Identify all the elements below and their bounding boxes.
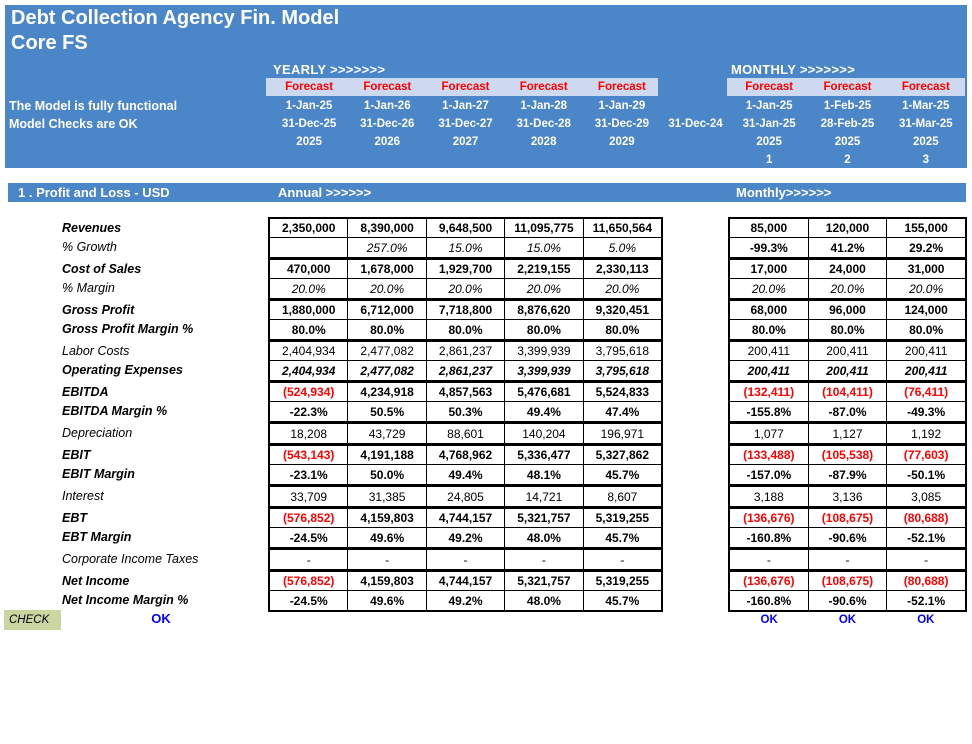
table-row — [730, 342, 965, 361]
table-row — [730, 550, 965, 569]
row-label: % Growth — [62, 240, 117, 254]
monthly-start-date: 1-Jan-25 — [745, 100, 793, 112]
annual-cell[interactable]: 47.4% — [605, 404, 640, 419]
table-row — [270, 320, 661, 339]
yearly-forecast-label: Forecast — [441, 81, 490, 93]
row-label: Cost of Sales — [62, 262, 142, 276]
annual-cell[interactable]: 5,336,477 — [505, 446, 583, 464]
monthly-cell[interactable]: -155.8% — [730, 402, 809, 421]
monthly-value-group — [728, 258, 967, 300]
yearly-forecast-label: Forecast — [519, 81, 568, 93]
model-status-line2: Model Checks are OK — [9, 117, 138, 131]
annual-cell[interactable]: 5,524,833 — [595, 385, 650, 399]
annual-value-group — [268, 507, 663, 549]
table-row — [730, 591, 965, 610]
annual-value-group — [268, 381, 663, 423]
monthly-value-group — [728, 422, 967, 445]
annual-cell[interactable]: 3,399,939 — [505, 342, 583, 360]
annual-cell[interactable]: 80.0% — [348, 320, 426, 339]
monthly-year: 2025 — [756, 136, 782, 148]
annual-cell[interactable]: 2,861,237 — [427, 361, 505, 380]
annual-cell[interactable]: (576,852) — [270, 509, 348, 527]
table-row — [730, 361, 965, 380]
annual-cell[interactable]: 2,861,237 — [427, 342, 505, 360]
monthly-value-group — [728, 299, 967, 341]
annual-cell[interactable]: 470,000 — [270, 260, 348, 278]
annual-section-label: Annual >>>>>> — [278, 185, 372, 200]
yearly-series-label: YEARLY >>>>>>> — [273, 62, 386, 77]
annual-cell[interactable]: 11,650,564 — [592, 221, 653, 235]
monthly-cell[interactable]: (108,675) — [809, 572, 888, 590]
annual-cell[interactable]: 20.0% — [605, 281, 640, 296]
table-row — [730, 383, 965, 402]
annual-cell[interactable]: 50.5% — [348, 402, 426, 421]
monthly-value-group — [728, 381, 967, 423]
divider-end-date: 31-Dec-24 — [668, 118, 723, 130]
annual-cell[interactable]: 4,159,803 — [348, 572, 426, 590]
annual-cell[interactable]: 4,857,563 — [427, 383, 505, 401]
annual-cell[interactable]: - — [505, 550, 583, 569]
annual-cell[interactable]: 48.1% — [505, 465, 583, 484]
row-label: Net Income Margin % — [62, 593, 189, 607]
annual-cell[interactable]: 2,404,934 — [270, 361, 348, 380]
monthly-forecast-label: Forecast — [901, 81, 950, 93]
table-row — [270, 550, 661, 569]
monthly-cell[interactable]: -160.8% — [730, 591, 809, 610]
monthly-value-group — [728, 444, 967, 486]
monthly-forecast-label: Forecast — [823, 81, 872, 93]
annual-cell[interactable]: 49.2% — [427, 591, 505, 610]
table-row — [730, 509, 965, 528]
annual-value-group — [268, 299, 663, 341]
yearly-start-date: 1-Jan-26 — [363, 100, 411, 112]
annual-value-group — [268, 485, 663, 508]
table-row — [270, 528, 661, 547]
annual-cell[interactable]: 1,880,000 — [270, 301, 348, 319]
annual-value-group — [268, 340, 663, 382]
monthly-start-date: 1-Mar-25 — [902, 100, 950, 112]
row-label: Depreciation — [62, 426, 133, 440]
annual-cell[interactable]: 18,208 — [270, 424, 348, 443]
yearly-start-date: 1-Jan-29 — [598, 100, 646, 112]
annual-cell[interactable]: 49.6% — [348, 528, 426, 547]
monthly-cell[interactable]: -50.1% — [907, 467, 946, 482]
table-row — [730, 487, 965, 506]
table-row — [270, 361, 661, 380]
monthly-cell[interactable]: -99.3% — [730, 238, 809, 257]
annual-cell[interactable]: 3,399,939 — [505, 361, 583, 380]
monthly-cell[interactable]: (136,676) — [730, 509, 809, 527]
annual-cell[interactable]: 50.3% — [427, 402, 505, 421]
table-row — [270, 487, 661, 506]
table-row — [270, 402, 661, 421]
row-label: % Margin — [62, 281, 115, 295]
annual-cell[interactable]: 8,607 — [607, 489, 638, 504]
monthly-year: 2025 — [834, 136, 861, 148]
yearly-forecast-label: Forecast — [597, 81, 646, 93]
monthly-cell[interactable]: 80.0% — [909, 322, 944, 337]
monthly-cell[interactable]: 96,000 — [809, 301, 888, 319]
monthly-cell[interactable]: - — [924, 552, 929, 567]
table-row — [730, 301, 965, 320]
monthly-cell[interactable]: -87.9% — [809, 465, 888, 484]
monthly-cell[interactable]: -160.8% — [730, 528, 809, 547]
monthly-cell[interactable]: -49.3% — [907, 404, 946, 419]
annual-value-group — [268, 217, 663, 259]
annual-cell[interactable]: 2,330,113 — [595, 262, 649, 276]
annual-cell[interactable]: 33,709 — [270, 487, 348, 506]
monthly-cell[interactable]: 20.0% — [730, 279, 809, 298]
monthly-end-date: 31-Mar-25 — [898, 118, 953, 130]
annual-cell[interactable]: - — [270, 550, 348, 569]
yearly-forecast-label: Forecast — [363, 81, 412, 93]
yearly-end-date: 31-Dec-25 — [281, 118, 337, 130]
table-row — [270, 446, 661, 465]
monthly-cell[interactable]: (77,603) — [903, 448, 949, 462]
monthly-cell[interactable]: 1,077 — [730, 424, 809, 443]
annual-cell[interactable]: 5,319,255 — [595, 574, 650, 588]
table-row — [730, 402, 965, 421]
monthly-value-group — [728, 507, 967, 549]
annual-cell[interactable]: 8,390,000 — [348, 219, 426, 237]
annual-cell[interactable]: 15.0% — [427, 238, 505, 257]
monthly-cell[interactable]: 3,085 — [911, 489, 942, 504]
monthly-year: 2025 — [913, 136, 939, 148]
monthly-cell[interactable]: (104,411) — [809, 383, 888, 401]
monthly-cell[interactable]: (105,538) — [809, 446, 888, 464]
monthly-cell[interactable]: 200,411 — [730, 361, 809, 380]
annual-cell[interactable]: 88,601 — [427, 424, 505, 443]
annual-cell[interactable]: 140,204 — [505, 424, 583, 443]
yearly-end-date: 31-Dec-29 — [594, 118, 650, 130]
monthly-cell[interactable]: 31,000 — [907, 262, 945, 276]
monthly-section-label: Monthly>>>>>> — [736, 185, 832, 200]
monthly-cell[interactable]: -87.0% — [809, 402, 888, 421]
monthly-value-group — [728, 485, 967, 508]
yearly-start-date: 1-Jan-28 — [520, 100, 568, 112]
annual-cell[interactable]: 2,477,082 — [348, 361, 426, 380]
check-status-annual: OK — [151, 611, 171, 626]
annual-cell[interactable]: (524,934) — [270, 383, 348, 401]
monthly-cell[interactable]: 3,136 — [809, 487, 888, 506]
monthly-cell[interactable]: 20.0% — [809, 279, 888, 298]
yearly-year: 2027 — [452, 136, 479, 148]
monthly-cell[interactable]: 17,000 — [730, 260, 809, 278]
annual-cell[interactable]: 5,327,862 — [595, 448, 650, 462]
annual-cell[interactable]: -22.3% — [270, 402, 348, 421]
monthly-cell[interactable]: 68,000 — [730, 301, 809, 319]
annual-cell[interactable]: 80.0% — [427, 320, 505, 339]
annual-cell[interactable]: 31,385 — [348, 487, 426, 506]
row-label: Labor Costs — [62, 344, 130, 358]
row-label: EBIT Margin — [62, 467, 135, 481]
table-row — [270, 301, 661, 320]
annual-cell[interactable]: 43,729 — [348, 424, 426, 443]
yearly-end-date: 31-Dec-26 — [360, 118, 415, 130]
monthly-series-label: MONTHLY >>>>>>> — [731, 62, 856, 77]
table-row — [270, 572, 661, 591]
monthly-cell[interactable]: - — [809, 550, 888, 569]
annual-cell[interactable]: 1,678,000 — [348, 260, 426, 278]
annual-cell[interactable]: 5.0% — [608, 240, 636, 255]
monthly-cell[interactable]: (133,488) — [730, 446, 809, 464]
monthly-cell[interactable]: (80,688) — [903, 574, 949, 588]
table-row — [730, 279, 965, 298]
monthly-cell[interactable]: 155,000 — [904, 221, 948, 235]
annual-cell[interactable]: - — [427, 550, 505, 569]
monthly-forecast-label: Forecast — [745, 81, 794, 93]
model-title: Debt Collection Agency Fin. Model — [11, 7, 340, 29]
table-row — [270, 260, 661, 279]
annual-cell[interactable]: (576,852) — [270, 572, 348, 590]
monthly-cell[interactable]: -157.0% — [730, 465, 809, 484]
table-row — [270, 509, 661, 528]
monthly-value-group — [728, 217, 967, 259]
table-row — [730, 572, 965, 591]
annual-cell[interactable]: 49.2% — [427, 528, 505, 547]
table-row — [730, 238, 965, 257]
annual-value-group — [268, 258, 663, 300]
row-label: Interest — [62, 489, 104, 503]
annual-value-group — [268, 422, 663, 445]
annual-cell[interactable]: 14,721 — [505, 487, 583, 506]
monthly-cell[interactable]: 1,192 — [911, 426, 942, 441]
table-row — [730, 219, 965, 238]
annual-cell[interactable]: 4,768,962 — [427, 446, 505, 464]
table-row — [270, 279, 661, 298]
monthly-cell[interactable]: (80,688) — [903, 511, 949, 525]
check-label: CHECK — [9, 614, 50, 626]
monthly-cell[interactable]: 200,411 — [904, 363, 948, 378]
monthly-cell[interactable]: (76,411) — [904, 385, 949, 399]
annual-cell[interactable]: 2,477,082 — [348, 342, 426, 360]
annual-cell[interactable]: 9,320,451 — [595, 303, 650, 317]
row-label: Operating Expenses — [62, 363, 183, 377]
annual-cell[interactable]: 8,876,620 — [505, 301, 583, 319]
table-row — [730, 424, 965, 443]
yearly-year: 2028 — [530, 136, 557, 148]
monthly-cell[interactable]: 29.2% — [909, 240, 944, 255]
annual-cell[interactable]: 49.4% — [427, 465, 505, 484]
monthly-cell[interactable]: - — [730, 550, 809, 569]
monthly-end-date: 28-Feb-25 — [820, 118, 875, 130]
table-row — [730, 528, 965, 547]
row-label: EBITDA — [62, 385, 109, 399]
monthly-start-date: 1-Feb-25 — [823, 100, 872, 112]
row-label: EBITDA Margin % — [62, 404, 168, 418]
annual-value-group — [268, 548, 663, 571]
annual-cell[interactable]: 257.0% — [348, 238, 426, 257]
annual-cell[interactable]: 45.7% — [605, 530, 640, 545]
monthly-cell[interactable]: (108,675) — [809, 509, 888, 527]
monthly-cell[interactable]: 80.0% — [730, 320, 809, 339]
annual-cell[interactable] — [270, 238, 348, 257]
annual-cell[interactable]: 2,219,155 — [505, 260, 583, 278]
check-status-monthly: OK — [838, 614, 857, 626]
annual-cell[interactable]: 3,795,618 — [595, 344, 650, 358]
row-label: Revenues — [62, 221, 122, 235]
monthly-cell[interactable]: -52.1% — [907, 530, 946, 545]
annual-cell[interactable]: 2,350,000 — [270, 219, 348, 237]
annual-cell[interactable]: 5,319,255 — [595, 511, 650, 525]
row-label: Gross Profit Margin % — [62, 322, 194, 336]
section-title: 1 . Profit and Loss - USD — [18, 185, 170, 200]
yearly-year: 2026 — [374, 136, 401, 148]
monthly-cell[interactable]: 41.2% — [809, 238, 888, 257]
monthly-cell[interactable]: -90.6% — [809, 591, 888, 610]
table-row — [270, 424, 661, 443]
table-row — [730, 465, 965, 484]
monthly-cell[interactable]: 80.0% — [809, 320, 888, 339]
annual-cell[interactable]: -24.5% — [270, 528, 348, 547]
annual-cell[interactable]: - — [620, 552, 625, 567]
yearly-end-date: 31-Dec-27 — [438, 118, 493, 130]
monthly-cell[interactable]: 1,127 — [809, 424, 888, 443]
annual-cell[interactable]: 80.0% — [605, 322, 640, 337]
annual-cell[interactable]: 20.0% — [505, 279, 583, 298]
table-row — [270, 342, 661, 361]
annual-cell[interactable]: 49.4% — [505, 402, 583, 421]
annual-cell[interactable]: 24,805 — [427, 487, 505, 506]
month-number: 2 — [844, 154, 851, 166]
annual-cell[interactable]: 80.0% — [270, 320, 348, 339]
annual-cell[interactable]: 4,744,157 — [427, 572, 505, 590]
annual-cell[interactable]: 11,095,775 — [505, 219, 583, 237]
annual-cell[interactable]: 5,321,757 — [505, 509, 583, 527]
row-label: EBT Margin — [62, 530, 132, 544]
yearly-year: 2025 — [296, 136, 322, 148]
monthly-cell[interactable]: 200,411 — [809, 361, 888, 380]
sheet-title: Core FS — [11, 32, 88, 54]
annual-cell[interactable]: 48.0% — [505, 591, 583, 610]
annual-cell[interactable]: (543,143) — [270, 446, 348, 464]
annual-cell[interactable]: 20.0% — [427, 279, 505, 298]
annual-cell[interactable]: 45.7% — [605, 467, 640, 482]
yearly-end-date: 31-Dec-28 — [516, 118, 571, 130]
annual-cell[interactable]: 80.0% — [505, 320, 583, 339]
annual-cell[interactable]: 2,404,934 — [270, 342, 348, 360]
check-status-monthly: OK — [760, 614, 778, 626]
monthly-cell[interactable]: -90.6% — [809, 528, 888, 547]
table-row — [730, 260, 965, 279]
annual-cell[interactable]: 20.0% — [348, 279, 426, 298]
annual-cell[interactable]: 6,712,000 — [348, 301, 426, 319]
monthly-end-date: 31-Jan-25 — [742, 118, 796, 130]
annual-cell[interactable]: 5,321,757 — [505, 572, 583, 590]
annual-cell[interactable]: -23.1% — [270, 465, 348, 484]
annual-cell[interactable]: 4,191,188 — [348, 446, 426, 464]
annual-cell[interactable]: 9,648,500 — [427, 219, 505, 237]
yearly-year: 2029 — [609, 136, 635, 148]
annual-cell[interactable]: 196,971 — [600, 426, 645, 441]
month-number: 3 — [922, 154, 930, 166]
row-label: EBT — [62, 511, 87, 525]
check-status-monthly: OK — [917, 614, 935, 626]
annual-cell[interactable]: 49.6% — [348, 591, 426, 610]
row-label: Corporate Income Taxes — [62, 552, 199, 566]
annual-cell[interactable]: 3,795,618 — [595, 363, 650, 378]
monthly-cell[interactable]: (136,676) — [730, 572, 809, 590]
annual-cell[interactable]: 7,718,800 — [427, 301, 505, 319]
month-number: 1 — [765, 154, 773, 166]
annual-cell[interactable]: - — [348, 550, 426, 569]
row-label: Net Income — [62, 574, 130, 588]
table-row — [270, 219, 661, 238]
model-status-line1: The Model is fully functional — [9, 99, 178, 113]
monthly-cell[interactable]: 200,411 — [809, 342, 888, 360]
annual-cell[interactable]: 15.0% — [505, 238, 583, 257]
monthly-value-group — [728, 340, 967, 382]
monthly-cell[interactable]: 124,000 — [904, 303, 948, 317]
annual-cell[interactable]: 4,159,803 — [348, 509, 426, 527]
annual-cell[interactable]: 5,476,681 — [505, 383, 583, 401]
annual-cell[interactable]: 45.7% — [605, 593, 640, 608]
monthly-value-group — [728, 570, 967, 612]
annual-value-group — [268, 444, 663, 486]
monthly-cell[interactable]: -52.1% — [907, 593, 946, 608]
monthly-cell[interactable]: 200,411 — [730, 342, 809, 360]
monthly-cell[interactable]: 120,000 — [809, 219, 888, 237]
monthly-cell[interactable]: 200,411 — [904, 344, 948, 358]
annual-cell[interactable]: 1,929,700 — [427, 260, 505, 278]
annual-cell[interactable]: 4,234,918 — [348, 383, 426, 401]
yearly-start-date: 1-Jan-25 — [285, 100, 333, 112]
annual-cell[interactable]: 20.0% — [270, 279, 348, 298]
monthly-cell[interactable]: (132,411) — [730, 383, 809, 401]
table-row — [730, 320, 965, 339]
yearly-forecast-label: Forecast — [285, 81, 334, 93]
annual-cell[interactable]: 48.0% — [505, 528, 583, 547]
annual-cell[interactable]: 50.0% — [348, 465, 426, 484]
row-label: EBIT — [62, 448, 91, 462]
yearly-start-date: 1-Jan-27 — [442, 100, 489, 112]
monthly-cell[interactable]: 20.0% — [909, 281, 944, 296]
monthly-cell[interactable]: 3,188 — [730, 487, 809, 506]
row-label: Gross Profit — [62, 303, 135, 317]
table-row — [270, 238, 661, 257]
monthly-cell[interactable]: 24,000 — [809, 260, 888, 278]
table-row — [270, 465, 661, 484]
table-row — [730, 446, 965, 465]
annual-cell[interactable]: -24.5% — [270, 591, 348, 610]
monthly-cell[interactable]: 85,000 — [730, 219, 809, 237]
table-row — [270, 591, 661, 610]
table-row — [270, 383, 661, 402]
annual-cell[interactable]: 4,744,157 — [427, 509, 505, 527]
monthly-value-group — [728, 548, 967, 571]
annual-value-group — [268, 570, 663, 612]
